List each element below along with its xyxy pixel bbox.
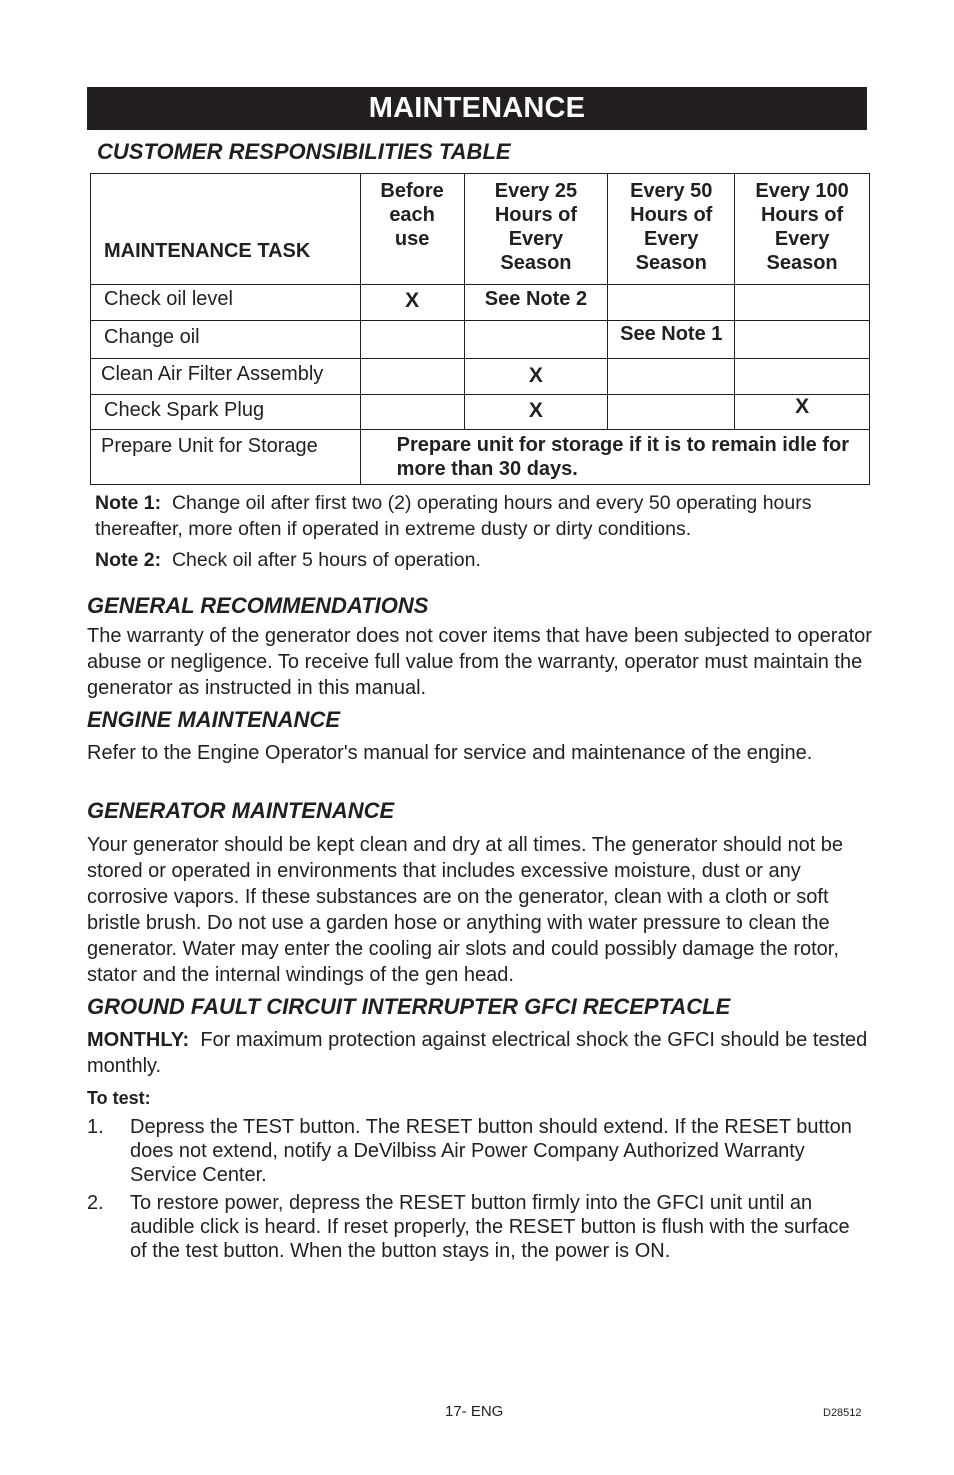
header-line: Every (774, 228, 830, 250)
page-banner-title: MAINTENANCE (87, 87, 867, 130)
maintenance-table (90, 173, 870, 485)
step-text: To restore power, depress the RESET button firmly into the GFCI unit until an audible click is heard. If reset properly, the RESET button is flush with the surface of the test button. When the button stays in, the power is ON. (130, 1192, 850, 1262)
x-mark: X (464, 359, 608, 395)
monthly-text: For maximum protection against electrical shock the GFCI should be tested monthly. (87, 1029, 868, 1077)
header-every-50 (608, 174, 735, 285)
header-line: Before (380, 180, 444, 202)
header-line: Hours of (494, 204, 578, 226)
task-cell: Check oil level (91, 285, 361, 321)
step-number: 1. (87, 1116, 104, 1138)
note-ref: See Note 2 (464, 285, 608, 321)
empty-cell (360, 321, 464, 359)
task-cell: Change oil (91, 321, 361, 359)
empty-cell (608, 395, 735, 430)
note-label: Note 2: (95, 549, 162, 571)
task-cell: Check Spark Plug (91, 395, 361, 430)
empty-cell (360, 395, 464, 430)
header-line: Season (635, 252, 707, 274)
header-line: Hours of (630, 204, 713, 226)
header-maintenance-task: MAINTENANCE TASK (91, 174, 361, 285)
step-number: 2. (87, 1192, 104, 1214)
empty-cell (735, 359, 870, 395)
header-line: Every 100 (755, 180, 849, 202)
to-test-label: To test: (87, 1088, 151, 1108)
header-line: use (394, 228, 430, 250)
header-line: Every 50 (630, 180, 713, 202)
table-row (91, 321, 870, 359)
table-row (91, 359, 870, 395)
general-recommendations-heading: GENERAL RECOMMENDATIONS (87, 593, 429, 618)
generator-maintenance-body: Your generator should be kept clean and dry at all times. The generator should not be stored or operated in environments that includes excessive moisture, dust or any corrosive vapors. If these substances are on the generator, clean with a cloth or soft bristle brush. Do not use a garden hose or anything with water pressure to clean the generator. Water may enter the cooling air slots and could possibly damage the rotor, stator and the internal windings of the gen head. (87, 834, 844, 986)
task-cell: Prepare Unit for Storage (91, 430, 361, 485)
step-text: Depress the TEST button. The RESET button should extend. If the RESET button does not extend, notify a DeVilbiss Air Power Company Authorized Warranty Service Center. (130, 1116, 852, 1186)
header-line: Season (500, 252, 572, 274)
monthly-label: MONTHLY: (87, 1029, 190, 1051)
header-before-each-use (360, 174, 464, 285)
engine-maintenance-body: Refer to the Engine Operator's manual for service and maintenance of the engine. (87, 742, 813, 764)
note-label: Note 1: (95, 492, 162, 514)
generator-maintenance-heading: GENERATOR MAINTENANCE (87, 798, 395, 823)
note-ref: See Note 1 (608, 321, 735, 359)
empty-cell (735, 321, 870, 359)
x-mark: X (735, 395, 870, 430)
empty-cell (608, 359, 735, 395)
x-mark: X (464, 395, 608, 430)
table-header-row (91, 174, 870, 285)
document-code: D28512 (823, 1407, 862, 1419)
gfci-monthly (87, 1027, 872, 1079)
header-line: Season (766, 252, 838, 274)
page-number: 17- ENG (445, 1403, 504, 1420)
note-2 (95, 547, 835, 573)
engine-maintenance-heading: ENGINE MAINTENANCE (87, 707, 341, 732)
note-1 (95, 490, 835, 542)
note-text: Check oil after 5 hours of operation. (171, 549, 481, 571)
x-mark: X (360, 285, 464, 321)
table-row (91, 430, 870, 485)
storage-merged-cell: Prepare unit for storage if it is to remain idle for more than 30 days. (360, 430, 869, 485)
empty-cell (360, 359, 464, 395)
gfci-heading: GROUND FAULT CIRCUIT INTERRUPTER GFCI RECEPTACLE (87, 994, 731, 1019)
header-line: each (389, 204, 435, 226)
empty-cell (735, 285, 870, 321)
note-text: Change oil after first two (2) operating hours and every 50 operating hours thereafter, more often if operated in extreme dusty or dirty conditions. (95, 492, 812, 540)
header-line: Every 25 (494, 180, 578, 202)
header-line: Hours of (760, 204, 844, 226)
header-line: Every (508, 228, 564, 250)
table-row (91, 285, 870, 321)
header-line: Every (643, 228, 699, 250)
general-recommendations-body: The warranty of the generator does not cover items that have been subjected to operator abuse or negligence. To receive full value from the warranty, operator must maintain the generator as instructed in this manual. (87, 625, 872, 699)
table-row (91, 395, 870, 430)
empty-cell (464, 321, 608, 359)
header-every-25 (464, 174, 608, 285)
task-cell: Clean Air Filter Assembly (91, 359, 361, 395)
empty-cell (608, 285, 735, 321)
table-heading: CUSTOMER RESPONSIBILITIES TABLE (97, 139, 511, 164)
header-every-100 (735, 174, 870, 285)
